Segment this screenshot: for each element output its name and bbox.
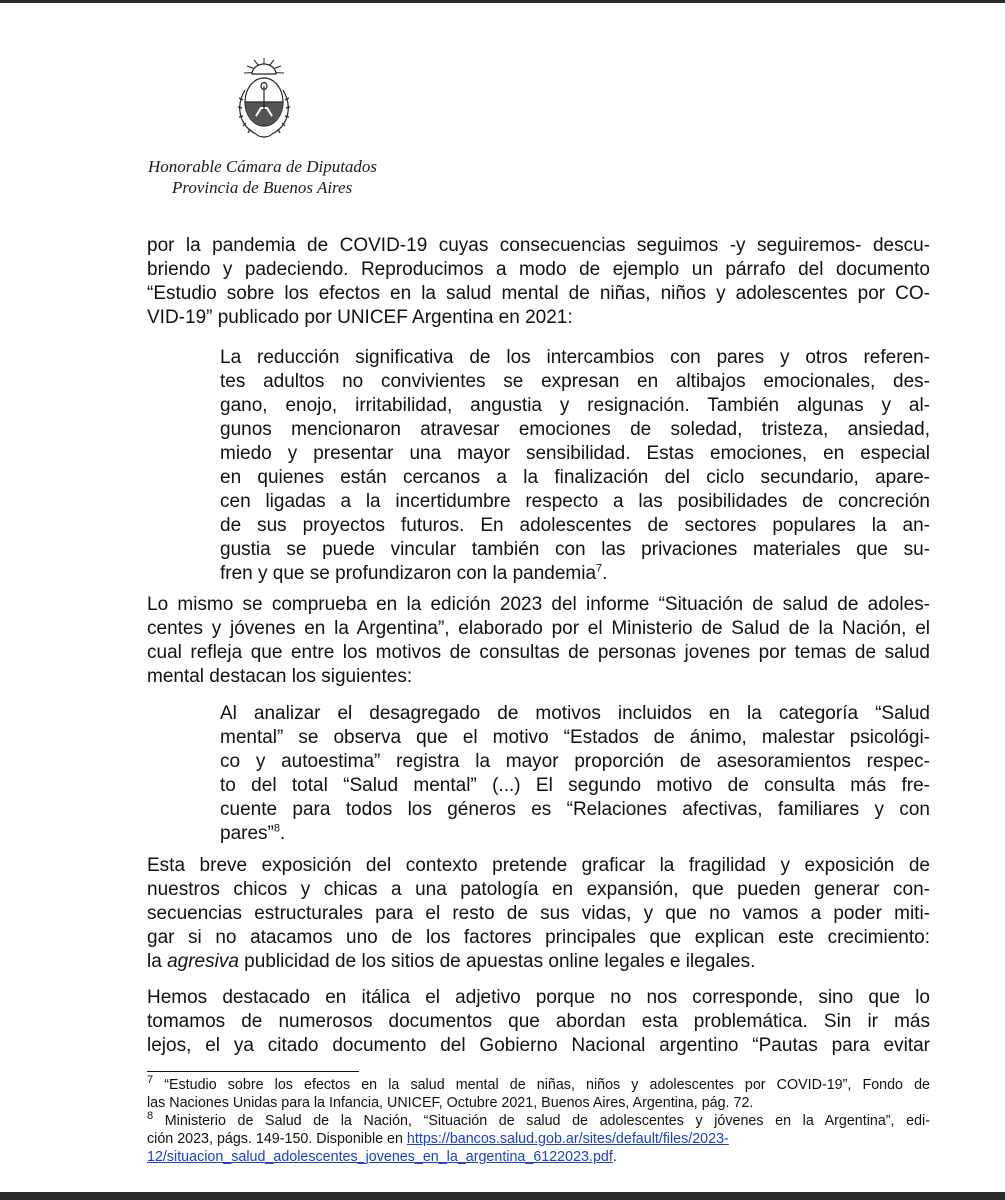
quote-text: pares” (220, 823, 274, 844)
quote-line: mental” se observa que el motivo “Estados de ánimo, malestar psicológi- (220, 727, 930, 748)
quote-line: de sus proyectos futuros. En adolescentes de sectores populares la an- (220, 515, 930, 536)
paragraph-line: briendo y padeciendo. Reproducimos a modo de ejemplo un párrafo del documento (147, 259, 930, 280)
coat-of-arms-icon (234, 50, 294, 150)
paragraph-1 (147, 234, 930, 330)
paragraph-line: secuencias estructurales para el resto de sus vidas, y que no vamos a poder miti- (147, 903, 930, 924)
paragraph-line: “Estudio sobre los efectos en la salud mental de niñas, niños y adolescentes por CO- (147, 283, 930, 304)
text: publicidad de los sitios de apuestas online legales e ilegales. (238, 951, 756, 972)
paragraph-line: Esta breve exposición del contexto pretende graficar la fragilidad y exposición de (147, 855, 930, 876)
paragraph-3 (147, 854, 930, 974)
top-border (0, 0, 1005, 3)
bottom-border (0, 1192, 1005, 1200)
footnote-8-line (147, 1130, 930, 1148)
quote-line: en quienes están cercanos a la finalización del ciclo secundario, apare- (220, 467, 930, 488)
footnote-ref-8[interactable]: 8 (273, 822, 280, 835)
document-header (148, 156, 377, 198)
source-link[interactable]: https://bancos.salud.gob.ar/sites/default/files/2023- (406, 1131, 729, 1147)
block-quote-2 (220, 702, 930, 846)
paragraph-line: nuestros chicos y chicas a una patología en expansión, que pueden generar con- (147, 879, 930, 900)
quote-line: La reducción significativa de los intercambios con pares y otros referen- (220, 347, 930, 368)
footnote-7-line: las Naciones Unidas para la Infancia, UNICEF, Octubre 2021, Buenos Aires, Argentina, pág. 72. (147, 1095, 754, 1111)
footnote-separator (147, 1071, 359, 1072)
quote-text: fren y que se profundizaron con la pandemia (220, 563, 597, 584)
period: . (279, 823, 286, 844)
footnote-text: Ministerio de Salud de la Nación, “Situación de salud de adolescentes y jóvenes en la Argentina”, edi- (153, 1113, 930, 1129)
paragraph-line: mental destacan los siguientes: (147, 666, 413, 687)
quote-line: cen ligadas a la incertidumbre respecto a las posibilidades de concreción (220, 491, 930, 512)
footnote-text: “Estudio sobre los efectos en la salud mental de niñas, niños y adolescentes por COVID-19”, Fondo de (153, 1077, 930, 1093)
footnote-7-line (147, 1076, 930, 1094)
block-quote-1 (220, 346, 930, 586)
paragraph-line: gar si no atacamos uno de los factores principales que explican este crecimiento: (147, 927, 930, 948)
footnote-number: 7 (147, 1074, 154, 1087)
paragraph-line: por la pandemia de COVID-19 cuyas consecuencias seguimos -y seguiremos- descu- (147, 235, 930, 256)
period: . (612, 1149, 617, 1165)
quote-line: gunos mencionaron atravesar emociones de soledad, tristeza, ansiedad, (220, 419, 930, 440)
text: la (147, 951, 168, 972)
footnote-number: 8 (147, 1110, 154, 1123)
paragraph-2 (147, 593, 930, 689)
quote-line: tes adultos no convivientes se expresan en altibajos emocionales, des- (220, 371, 930, 392)
quote-line: co y autoestima” registra la mayor proporción de asesoramientos respec- (220, 751, 930, 772)
italic-adjective: agresiva (167, 951, 239, 972)
paragraph-line: VID-19” publicado por UNICEF Argentina en 2021: (147, 307, 573, 328)
paragraph-line: Lo mismo se comprueba en la edición 2023 del informe “Situación de salud de adoles- (147, 594, 930, 615)
paragraph-line: centes y jóvenes en la Argentina”, elaborado por el Ministerio de Salud de la Nación, el (147, 618, 930, 639)
footnote-8-line (147, 1112, 930, 1130)
quote-line: miedo y presentar una mayor sensibilidad. Estas emociones, en especial (220, 443, 930, 464)
header-chamber-name: Honorable Cámara de Diputados (148, 157, 378, 176)
period: . (602, 563, 608, 584)
paragraph-line (147, 950, 930, 974)
header-province-name: Provincia de Buenos Aires (172, 178, 353, 197)
paragraph-line: Hemos destacado en itálica el adjetivo porque no nos corresponde, sino que lo (147, 987, 930, 1008)
quote-line: Al analizar el desagregado de motivos incluidos en la categoría “Salud (220, 703, 930, 724)
quote-line: cuente para todos los géneros es “Relaciones afectivas, familiares y con (220, 799, 930, 820)
quote-line: to del total “Salud mental” (...) El segundo motivo de consulta más fre- (220, 775, 930, 796)
quote-line: gustia se puede vincular también con las privaciones materiales que su- (220, 539, 930, 560)
source-link-continued[interactable]: 12/situacion_salud_adolescentes_jovenes_en_la_argentina_6122023.pdf (147, 1149, 613, 1165)
paragraph-line: tomamos de numerosos documentos que abordan esta problemática. Sin ir más (147, 1011, 930, 1032)
paragraph-4 (147, 986, 930, 1058)
quote-line: gano, enojo, irritabilidad, angustia y resignación. También algunas y al- (220, 395, 930, 416)
footnotes (147, 1076, 930, 1166)
paragraph-line: lejos, el ya citado documento del Gobierno Nacional argentino “Pautas para evitar (147, 1035, 930, 1056)
paragraph-line: cual refleja que entre los motivos de consultas de personas jovenes por temas de salud (147, 642, 930, 663)
footnote-8-line (147, 1148, 930, 1166)
quote-line (220, 562, 930, 586)
quote-line (220, 822, 930, 846)
footnote-text: ción 2023, págs. 149-150. Disponible en (147, 1131, 407, 1147)
footnote-ref-7[interactable]: 7 (596, 562, 603, 575)
